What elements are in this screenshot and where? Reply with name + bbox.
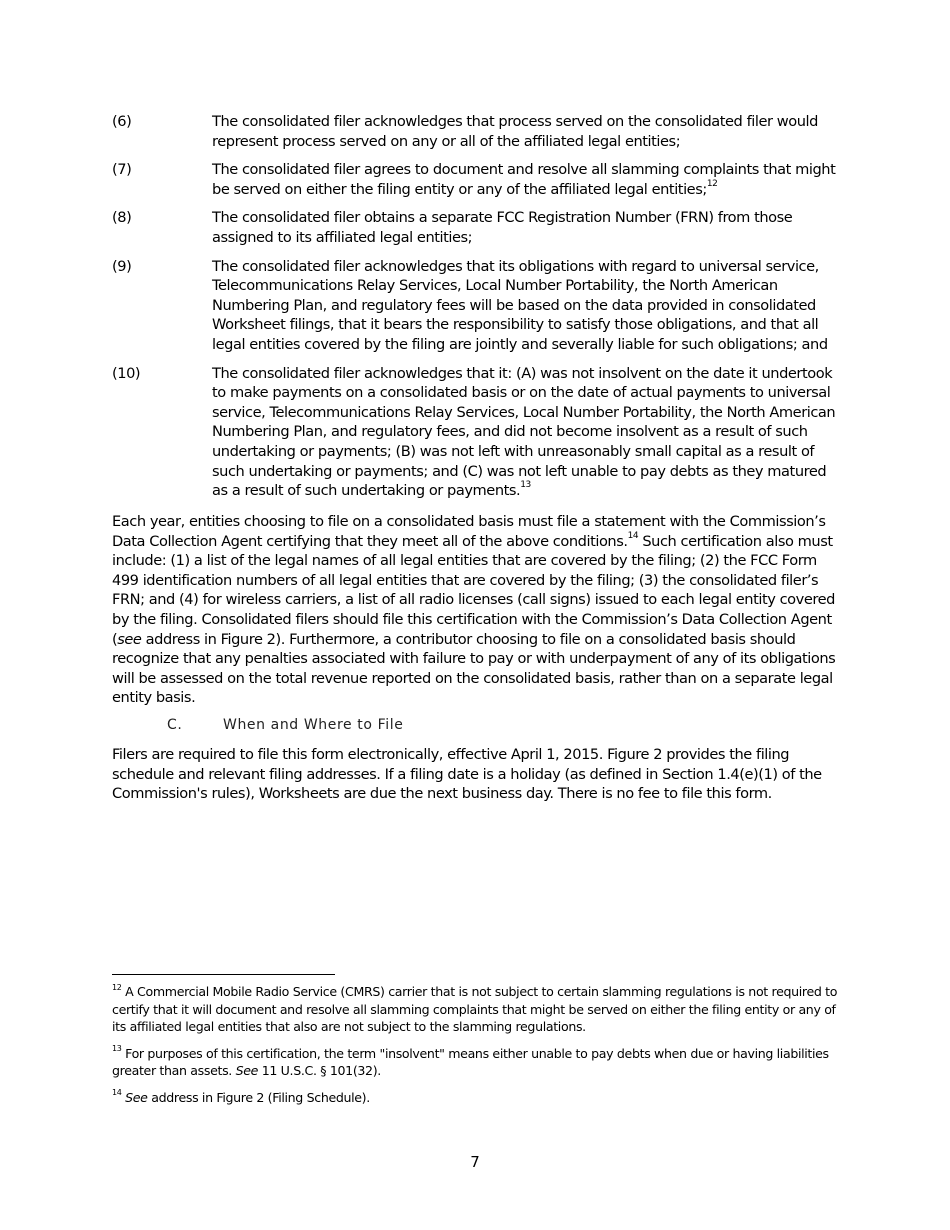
footnote-ref-13[interactable]: 13: [520, 480, 531, 491]
list-item-number: (10): [112, 364, 141, 382]
footnote-12: $^{12}$ A Commercial Mobile Radio Service (CMRS) carrier that is not subject to certain slamming regulations is not required to certify that it will document and resolve all slamming complaints that might be served on either the filing entity or any of its affiliated legal entities that also are not subject to the slamming regulations.: [112, 982, 838, 1034]
list-item-text: The consolidated filer acknowledges that its obligations with regard to universal service, Telecommunications Relay Services, Local Number Portability, the North American Numbering Plan, and regulatory fees will be based on the data provided in consolidated Worksheet filings, that it bears the responsibility to satisfy those obligations, and that all legal entities covered by the filing are jointly and severally liable for such obligations; and: [212, 257, 828, 353]
page-number: 7: [470, 1153, 480, 1171]
footnote-ref-14[interactable]: 14: [627, 530, 639, 541]
list-item-text: The consolidated filer obtains a separate FCC Registration Number (FRN) from those assigned to its affiliated legal entities;: [212, 209, 793, 246]
section-heading-when-where: [167, 717, 403, 733]
list-item-number: (7): [112, 161, 132, 179]
filing-schedule-paragraph: Filers are required to file this form electronically, effective April 1, 2015. Figure 2 provides the filing schedule and relevant filing addresses. If a filing date is a holiday (as defined in Section 1.4(e)(1) of the Commission's rules), Worksheets are due the next business day. There is no fee to file this form.: [112, 746, 822, 803]
list-item: [112, 160, 842, 199]
footnote-13: $^{13}$ For purposes of this certification, the term "insolvent" means either unable to pay debts when due or having liabilities greater than assets. See 11 U.S.C. § 101(32).: [112, 1044, 829, 1078]
list-item: [112, 112, 842, 151]
list-item-number: (9): [112, 257, 132, 275]
section-title: When and Where to File: [223, 717, 404, 733]
list-item-text: The consolidated filer acknowledges that it: (A) was not insolvent on the date it undertook to make payments on a consolidated basis or on the date of actual payments to universal service, Telecommunications Relay Services, Local Number Portability, the North American Numbering Plan, and regulatory fees, and did not become insolvent as a result of such undertaking or payments; (B) was not left with unreasonably small capital as a result of such undertaking or payments; and (C) was not left unable to pay debts as they matured as a result of such undertaking or payments.$^{13}$: [212, 364, 836, 500]
list-item-number: (8): [112, 209, 132, 227]
list-item: [112, 257, 842, 355]
footnote-ref-12[interactable]: 12: [706, 178, 718, 189]
certification-conditions-list: [112, 112, 842, 510]
footnotes: [112, 983, 842, 1115]
list-item: [112, 208, 842, 247]
list-item: [112, 364, 842, 501]
consolidated-filing-paragraph: Each year, entities choosing to file on a consolidated basis must file a statement with the Commission’s Data Collection Agent certifying that they meet all of the above conditions.$^{14}$ Such certification also must include: (1) a list of the legal names of all legal entities that are covered by the filing; (2) the FCC Form 499 identification numbers of all legal entities that are covered by the filing; (3) the consolidated filer’s FRN; and (4) for wireless carriers, a list of all radio licenses (call signs) issued to each legal entity covered by the filing. Consolidated filers should file this certification with the Commission’s Data Collection Agent (see address in Figure 2). Furthermore, a contributor choosing to file on a consolidated basis should recognize that any penalties associated with failure to pay or with underpayment of any of its obligations will be assessed on the total revenue reported on the consolidated basis, rather than on a separate legal entity basis.: [112, 513, 836, 707]
section-letter: C.: [167, 717, 183, 733]
list-item-number: (6): [112, 113, 132, 130]
footnote-separator: [112, 974, 335, 975]
list-item-text: The consolidated filer acknowledges that process served on the consolidated filer would represent process served on any or all of the affiliated legal entities;: [212, 113, 818, 150]
footnote-14: $^{14}$ See address in Figure 2 (Filing Schedule).: [112, 1088, 370, 1105]
list-item-text: The consolidated filer agrees to document and resolve all slamming complaints that might be served on either the filing entity or any of the affiliated legal entities;$^{12}$: [212, 161, 836, 198]
